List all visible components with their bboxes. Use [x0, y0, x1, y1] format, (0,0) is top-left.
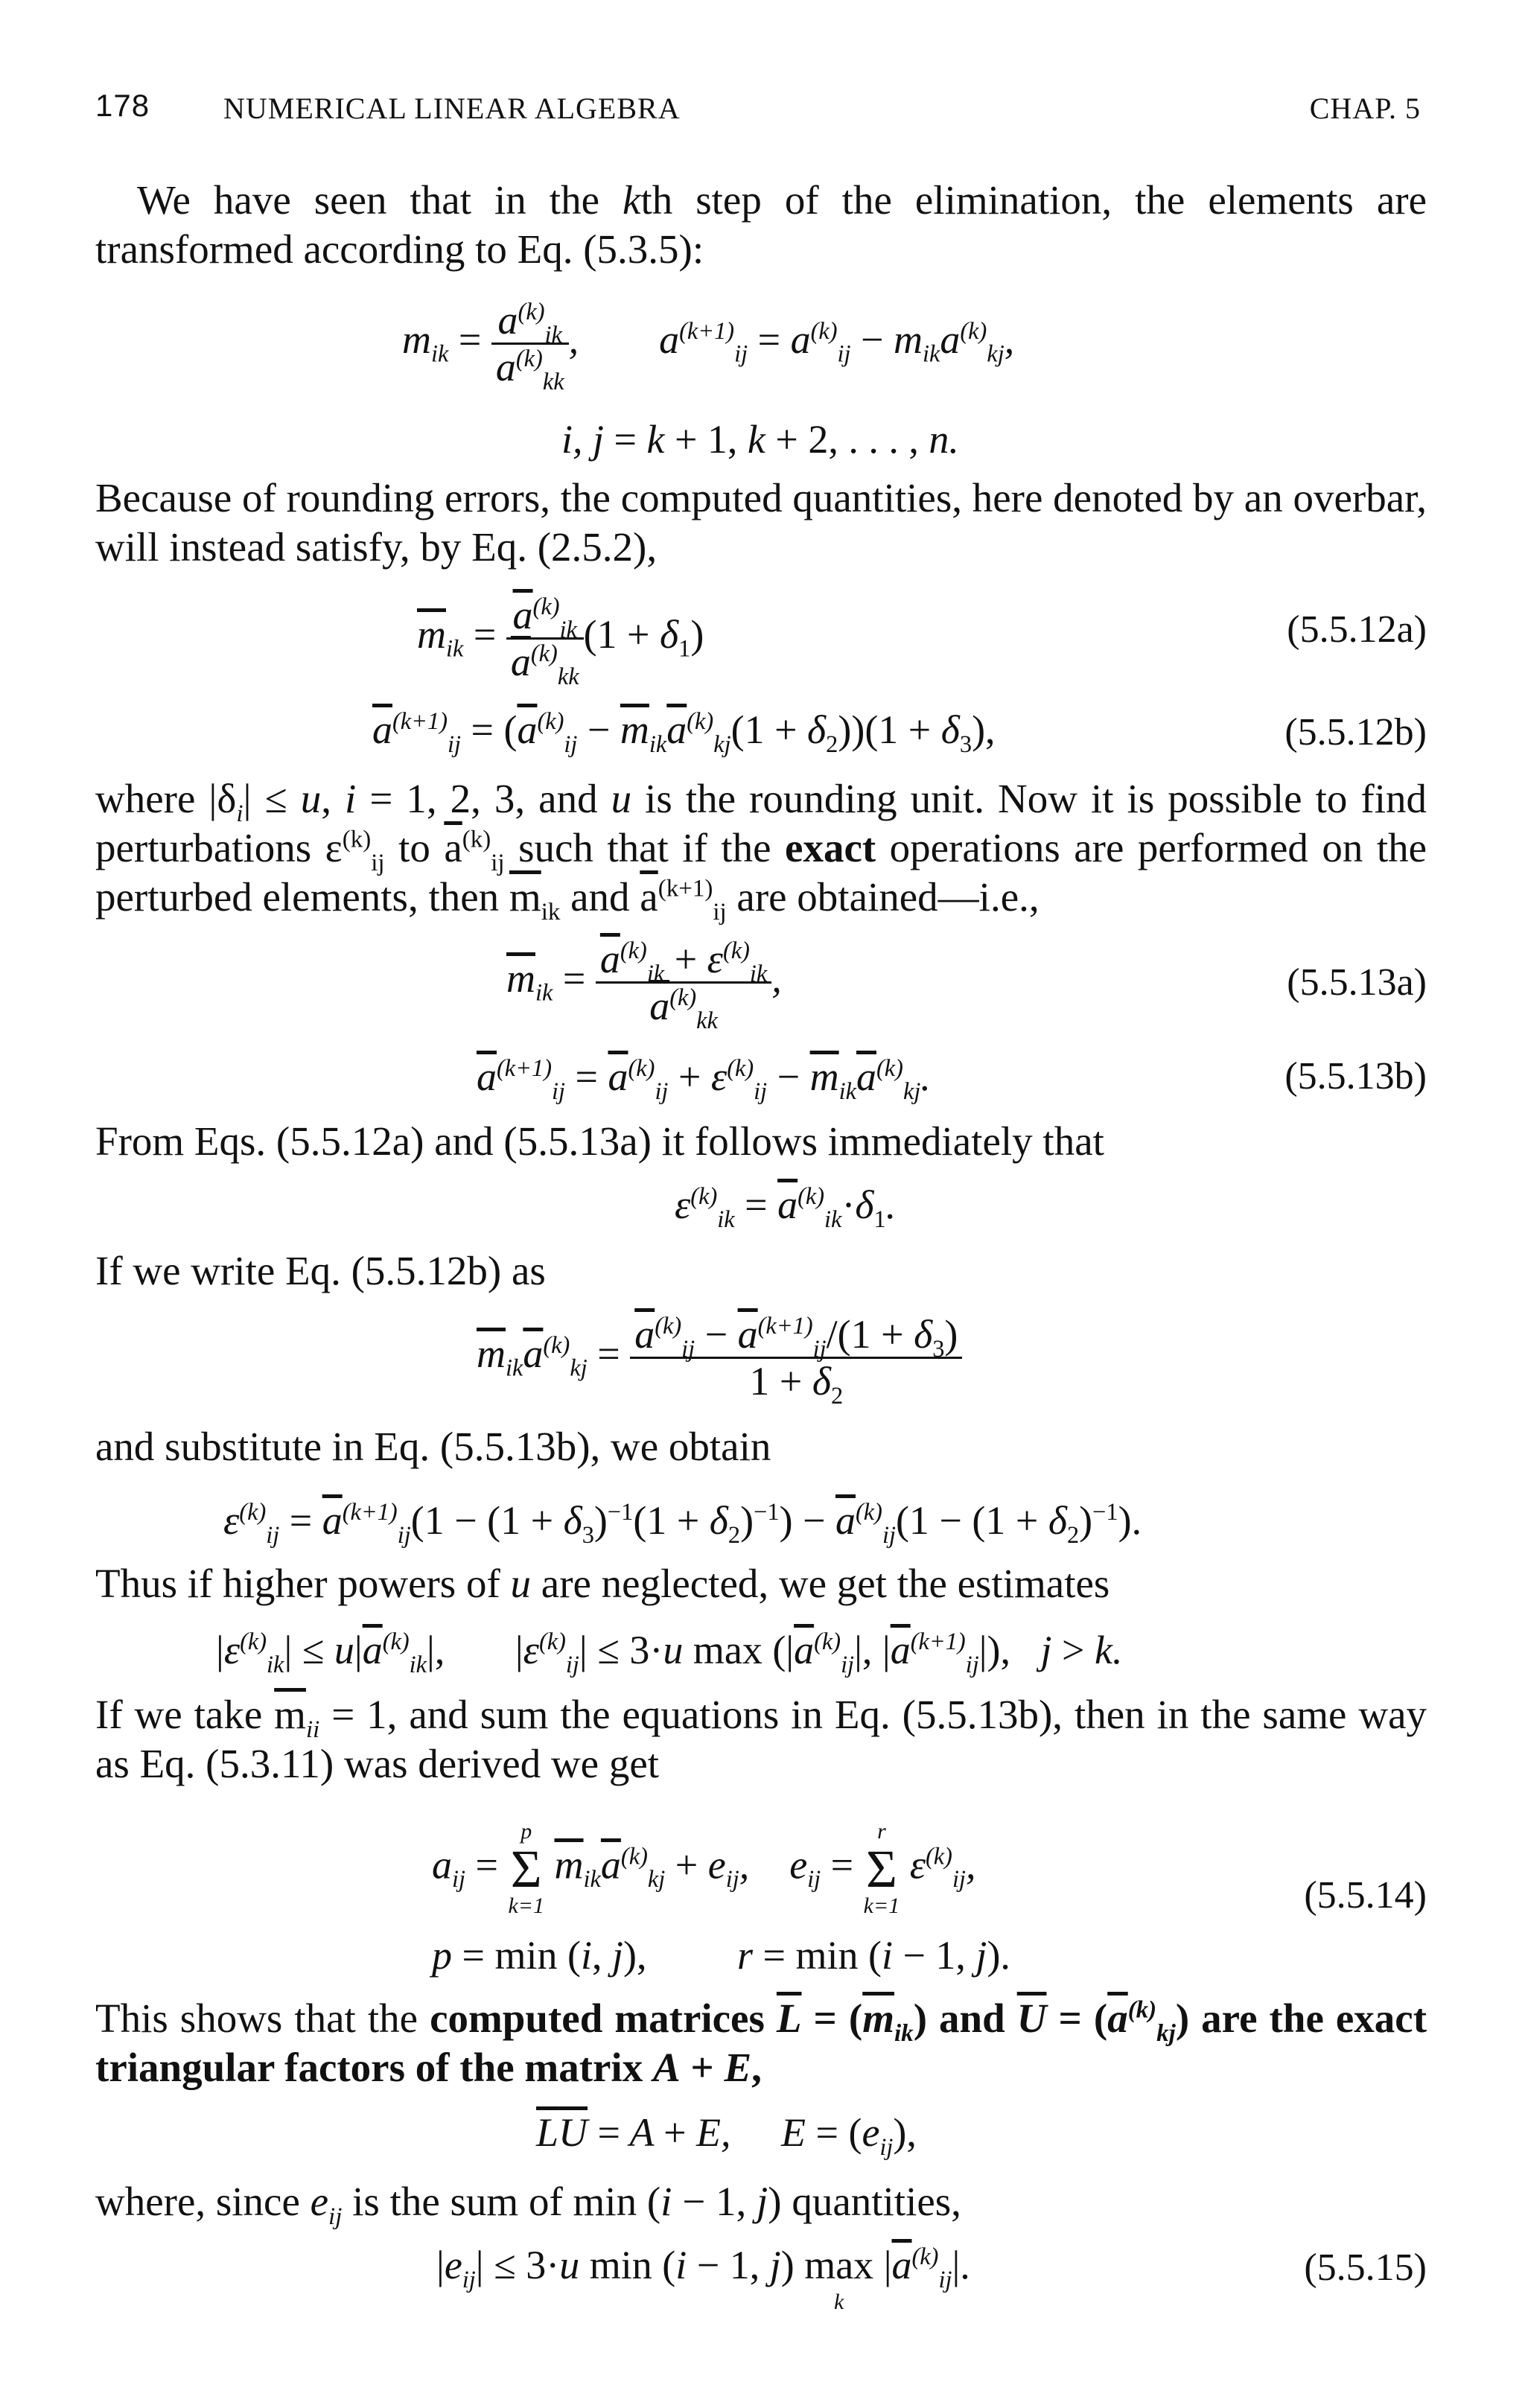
paragraph-where: where, since $e_{ij}$ is the sum of min (i − 1, j) quantities,: [95, 2179, 961, 2230]
equation-13b: $\overline{a}^{(k+1)}_{ij} = \overline{a}^{(k)}_{ij} + \varepsilon^{(k)}_{ij} - \overline{m}_{ik}\overline{a}^{(k)}_{kj}$.: [477, 1054, 931, 1105]
equation-13a: $\overline{m}_{ik}$ = $\frac{\overline{a}^{(k)}_{ik} + \varepsilon^{(k)}_{ik}}{\overline{a}^{(k)}_{kk}}$ ,: [506, 937, 782, 1034]
paragraph-sum: If we take $\overline{m}_{ii} = 1$, and sum the equations in Eq. (5.5.13b), then in the same way as Eq. (5.3.11) was derived we get: [95, 1692, 1427, 1786]
paragraph-perturbations: where $|\delta_i| \le u$, i = 1, 2, 3, and u is the rounding unit. Now it is possible to find perturbations $\varepsilon^{(k)}_{ij}$ to $\overline{a}^{(k)}_{ij}$ such that if the exact operations are performed on the perturbed elements, then $\overline{m}_{ik}$ and $\overline{a}^{(k+1)}_{ij}$ are obtained—i.e.,: [95, 776, 1427, 926]
equation-number-14: (5.5.14): [1304, 1874, 1427, 1917]
equation-14-limits: p = min (i, j), r = min (i − 1, j).: [432, 1933, 1010, 1978]
page-number: 178: [95, 88, 150, 123]
equation-estimates: $|\varepsilon^{(k)}_{ik}| \le u|\overline{a}^{(k)}_{ik}|$, $|\varepsilon^{(k)}_{ij}| \le 3\cdot u$ $\max (|\overline{a}^{(k)}_{ij}|$, $|\overline{a}^{(k+1)}_{ij}|$), j > k.: [216, 1628, 1123, 1678]
paragraph-rounding: Because of rounding errors, the computed quantities, here denoted by an overbar, will instead satisfy, by Eq. (2.5.2),: [95, 475, 1427, 570]
running-title: NUMERICAL LINEAR ALGEBRA: [223, 92, 681, 125]
equation-number-15: (5.5.15): [1304, 2246, 1427, 2289]
equation-number-12a: (5.5.12a): [1287, 608, 1427, 651]
equation-14-sum: $a_{ij}$ = p Σ k=1 $\overline{m}_{ik}\overline{a}^{(k)}_{kj} + e_{ij}$, $e_{ij}$ = r Σ k=1 $\varepsilon^{(k)}_{ij}$,: [432, 1819, 976, 1918]
equation-number-13a: (5.5.13a): [1287, 961, 1427, 1004]
equation-number-12b: (5.5.12b): [1284, 711, 1427, 754]
chapter-label: CHAP. 5: [1309, 92, 1421, 125]
paragraph-follows: From Eqs. (5.5.12a) and (5.5.13a) it follows immediately that: [95, 1118, 1104, 1164]
equation-12a: $\overline{m}_{ik}$ = $\frac{\overline{a}^{(k)}_{ik}}{\overline{a}^{(k)}_{kk}}$ $(1 + \delta_1)$: [417, 593, 704, 690]
paragraph-substitute: and substitute in Eq. (5.5.13b), we obtain: [95, 1424, 771, 1469]
paragraph-intro: We have seen that in the kth step of the elimination, the elements are transformed according to Eq. (5.3.5):: [95, 177, 1427, 272]
paragraph-estimates: Thus if higher powers of u are neglected, we get the estimates: [95, 1561, 1110, 1606]
paragraph-factors: This shows that the computed matrices $\overline{L} = (\overline{m}_{ik})$ and $\overline{U} = (\overline{a}^{(k)}_{kj})$ are the exact triangular factors of the matrix A + E,: [95, 1995, 1427, 2090]
paragraph-write: If we write Eq. (5.5.12b) as: [95, 1248, 546, 1293]
running-head: [95, 88, 1421, 133]
equation-epsilon-ik: $\varepsilon^{(k)}_{ik} = \overline{a}^{(k)}_{ik}\cdot\delta_1$.: [675, 1182, 897, 1233]
equation-multiplier: $m_{ik}$ = $\frac{a^{(k)}_{ik}}{a^{(k)}_{kk}}$ , $a^{(k+1)}_{ij} = a^{(k)}_{ij} - m_{ik}a^{(k)}_{kj}$,: [402, 298, 1015, 395]
equation-number-13b: (5.5.13b): [1284, 1055, 1427, 1098]
equation-rewrite-12b: $\overline{m}_{ik}\overline{a}^{(k)}_{kj}$ = $\frac{\overline{a}^{(k)}_{ij} - \overline{a}^{(k+1)}_{ij}/(1 + \delta_3)}{1 + \delta_2}$: [477, 1312, 962, 1404]
equation-12b: $\overline{a}^{(k+1)}_{ij} = (\overline{a}^{(k)}_{ij} - \overline{m}_{ik}\overline{a}^{(k)}_{kj}(1 + \delta_2))(1 + \delta_3)$,: [372, 707, 996, 758]
equation-LU: $\overline{L}\overline{U} = A + E$, $E = (e_{ij})$,: [536, 2110, 917, 2161]
equation-15: $|e_{ij}| \le 3\cdot u$ min (i − 1, j) max k $|\overline{a}^{(k)}_{ij}|$.: [436, 2243, 970, 2314]
equation-epsilon-ij: $\varepsilon^{(k)}_{ij} = \overline{a}^{(k+1)}_{ij}(1 - (1 + \delta_3)^{-1}(1 + \delta_2)^{-1}) - \overline{a}^{(k)}_{ij}(1 - (1 + \delta_2)^{-1})$.: [223, 1498, 1142, 1549]
equation-index-range: i, j = k + 1, k + 2, . . . , n.: [561, 417, 959, 462]
